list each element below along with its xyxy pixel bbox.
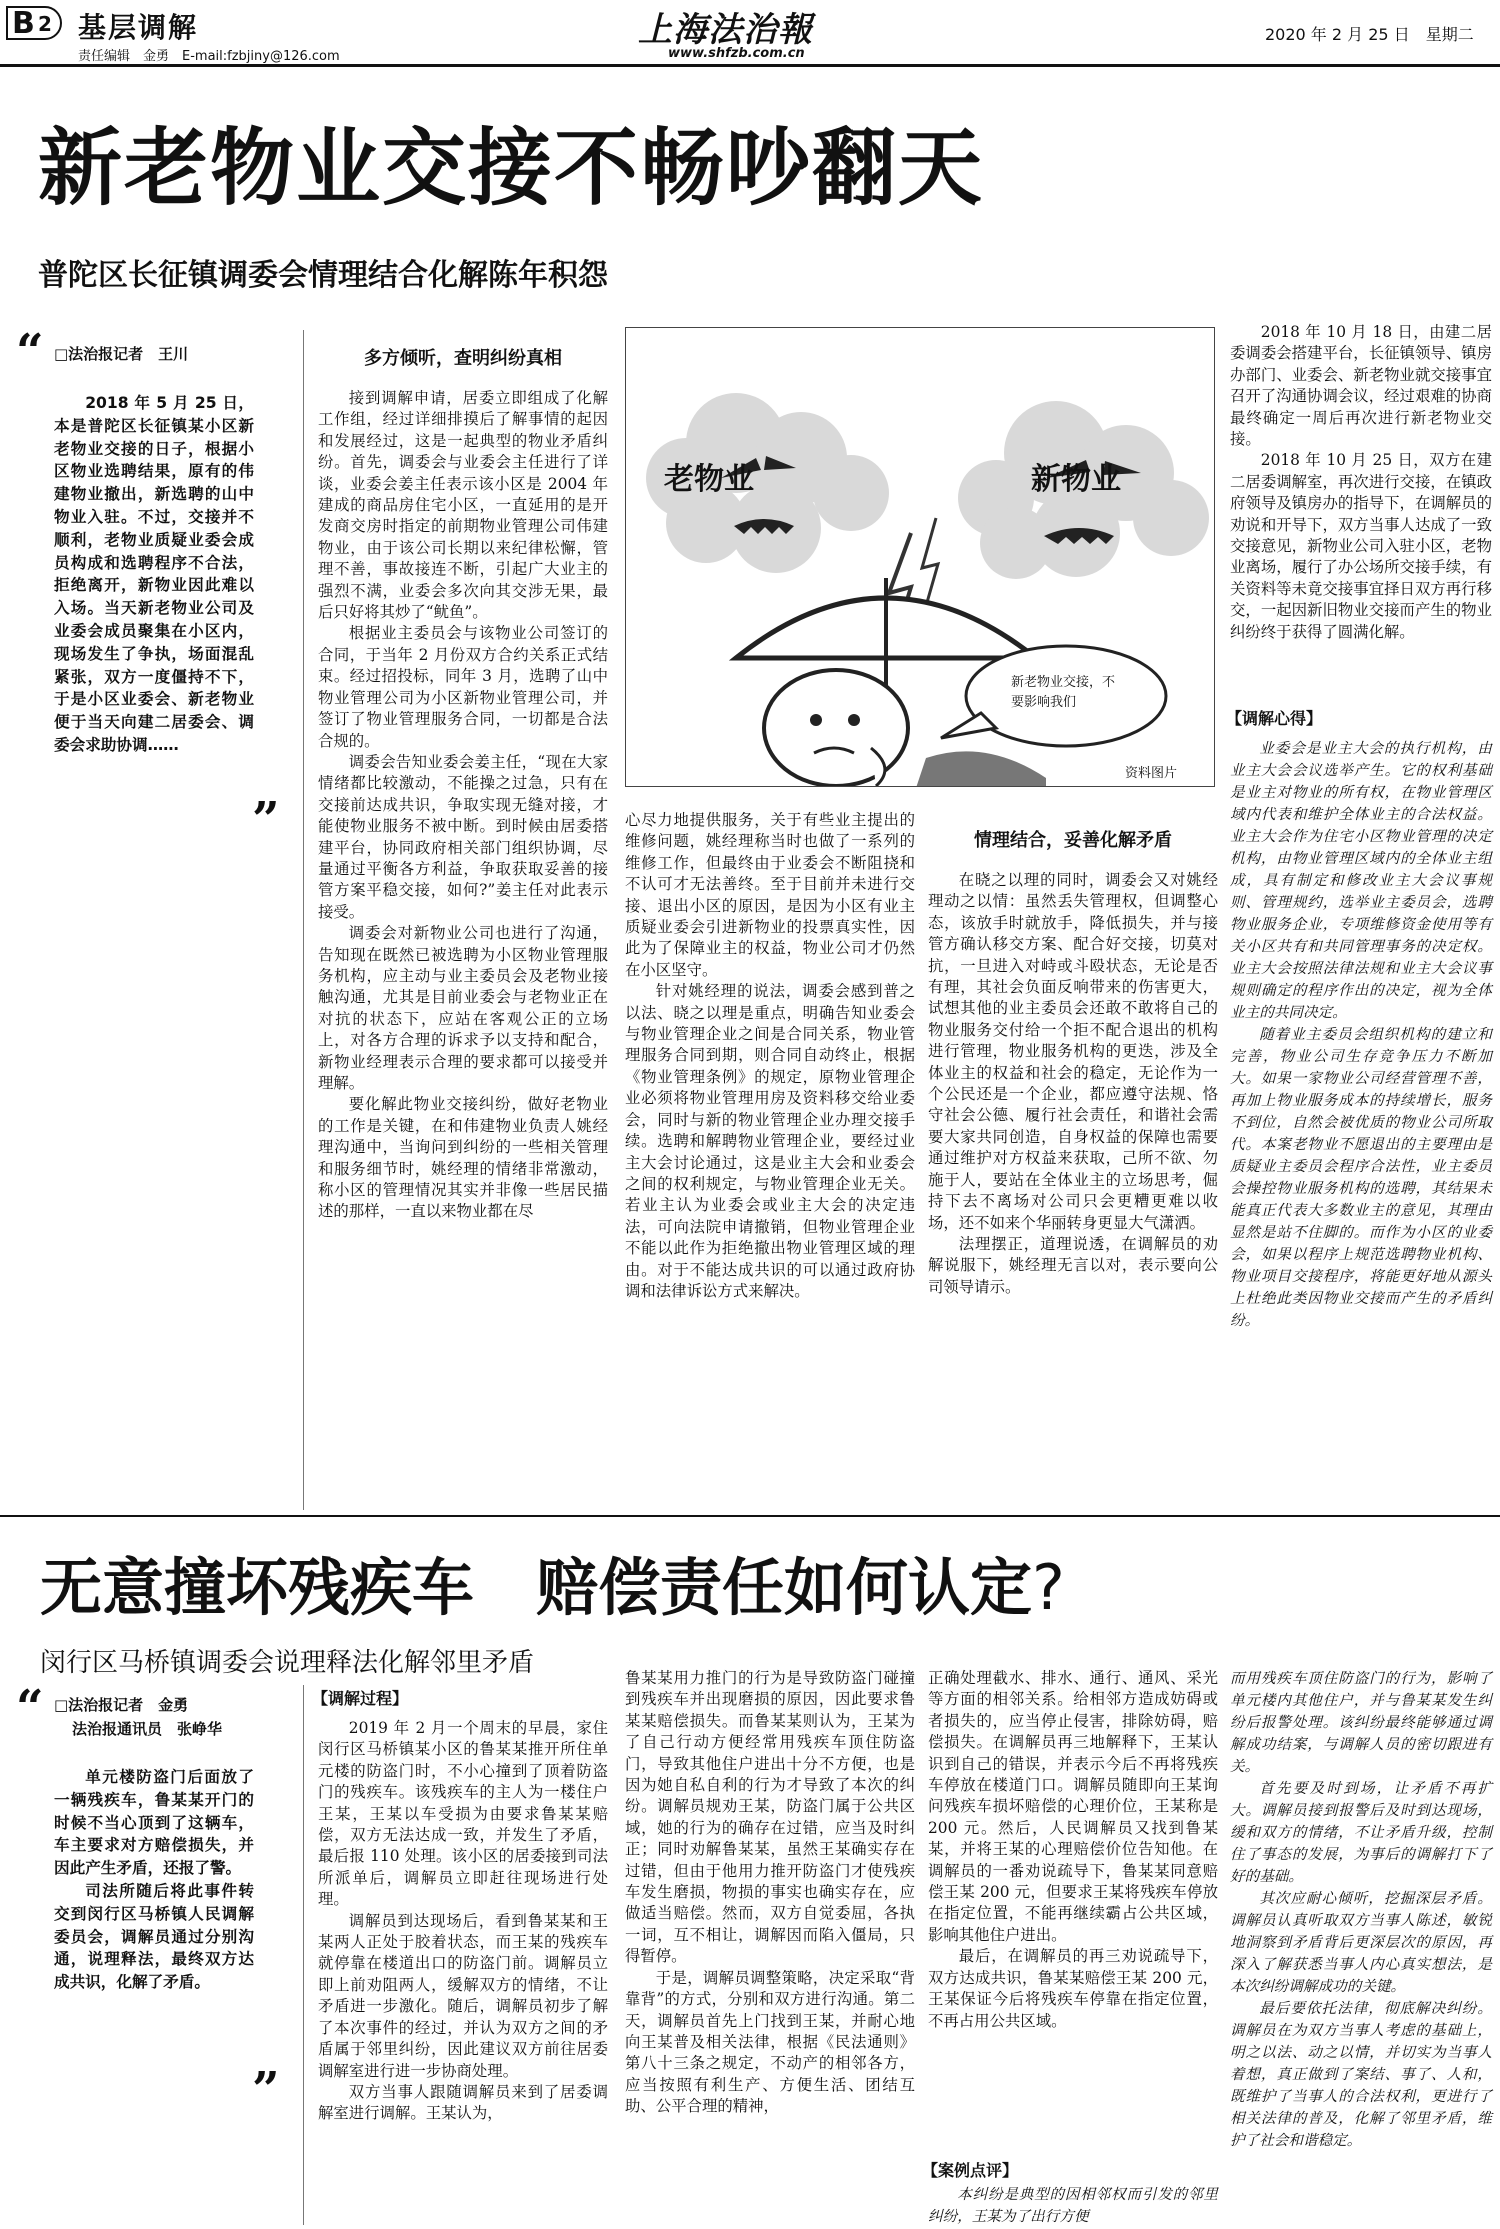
close-quote-mark: ” xyxy=(252,792,280,848)
section2-heading: 情理结合，妥善化解矛盾 xyxy=(974,830,1172,851)
article2-col2 xyxy=(318,1718,608,2125)
paragraph: 随着业主委员会组织机构的建立和完善，物业公司生存竞争压力不断加大。如果一家物业公司经营管理不善，再加上物业服务成本的持续增长，服务不到位，自然会被优质的物业公司所取代。本案老物业不愿退出的主要理由是质疑业主委员会程序合法性，业主委员会操控物业服务机构的选聘，其结果未能真正代表大多数业主的意见，其理由显然是站不住脚的。而作为小区的业委会，如果以程序上规范选聘物业机构、物业项目交接程序，将能更好地从源头上杜绝此类因物业交接而产生的矛盾纠纷。 xyxy=(1230,1026,1492,1329)
paragraph: 调委会告知业委会姜主任，“现在大家情绪都比较激动，不能操之过急，只有在交接前达成共识，争取实现无缝对接，才能使物业服务不被中断。到时候由居委搭建平台，协同政府相关部门组织协调，尽量通过平衡各方利益，争取获取妥善的接管方案平稳交接，如何?”姜主任对此表示接受。 xyxy=(318,752,608,921)
page-badge-letter: B xyxy=(12,6,35,41)
paragraph: 双方当事人跟随调解员来到了居委调解室进行调解。王某认为， xyxy=(318,2082,608,2123)
website: www.shfzb.com.cn xyxy=(668,46,805,61)
article2-title xyxy=(40,1548,1065,1628)
newspaper-logo: 上海法治報 xyxy=(638,10,813,50)
paragraph: 要化解此物业交接纠纷，做好老物业的工作是关键，在和伟建物业负责人姚经理沟通中，当询问到纠纷的一些相关管理和服务细节时，姚经理的情绪非常激动，称小区的管理情况其实并非像一些居民描述的那样，一直以来物业都在尽 xyxy=(318,1095,608,1221)
article1-title: 新老物业交接不畅吵翻天 xyxy=(38,119,985,217)
column-divider xyxy=(303,330,304,1510)
paragraph: 最后，在调解员的再三劝说疏导下，双方达成共识，鲁某某赔偿王某 200 元，王某保证今后将残疾车停靠在指定位置，不再占用公共区域。 xyxy=(928,1947,1218,2030)
masthead-rule xyxy=(0,64,1500,67)
article2-lead xyxy=(54,1766,254,1994)
paragraph: 最后要依托法律，彻底解决纠纷。调解员在为双方当事人考虑的基础上，明之以法、动之以情，并切实为当事人着想，真正做到了案结、事了、人和，既维护了当事人的合法权利，更进行了相关法律的普及，化解了邻里矛盾，维护了社会和谐稳定。 xyxy=(1230,2000,1492,2149)
close-quote-mark: ” xyxy=(252,2062,280,2118)
page-number: 2 xyxy=(38,12,52,36)
cartoon-drawing xyxy=(626,328,1215,787)
article2-subtitle: 闵行区马桥镇调委会说理释法化解邻里矛盾 xyxy=(40,1648,535,1678)
article2-col3 xyxy=(625,1668,915,2118)
article1-byline: □法治报记者 王川 xyxy=(54,345,189,363)
article1-col4 xyxy=(928,870,1218,1298)
article2-lead-text: 司法所随后将此事件转交到闵行区马桥镇人民调解委员会，调解员通过分别沟通，说理释法，最终双方达成共识，化解了矛盾。 xyxy=(54,1881,254,1992)
editor-line: 责任编辑 金勇 E-mail:fzbjiny@126.com xyxy=(78,49,340,64)
paragraph: 正确处理截水、排水、通行、通风、采光等方面的相邻关系。给相邻方造成妨碍或者损失的，应当停止侵害，排除妨碍，赔偿损失。在调解员再三地解释下，王某认识到自己的错误，并表示今后不再将残疾车停放在楼道门口。调解员随即向王某询问残疾车损坏赔偿的心理价位，王某称是 200 元。然后，人民调解员又找到鲁某某，并将王某的心理赔偿价位告知他。在调解员的一番劝说疏导下，鲁某某同意赔偿王某 200 元，但要求王某将残疾车停放在指定位置，不能再继续霸占公共区域，影响其他住户进出。 xyxy=(928,1669,1218,1944)
image-caption: 资料图片 xyxy=(1125,766,1178,781)
paragraph: 2018 年 10 月 18 日，由建二居委调委会搭建平台，长征镇领导、镇房办部门、业委会、新老物业就交接事宜召开了沟通协调会议，经过艰难的协商最终确定一周后再次进行新老物业交接。 xyxy=(1230,323,1492,449)
process-heading: 【调解过程】 xyxy=(312,1689,409,1708)
article1-comment xyxy=(1230,738,1492,1332)
paragraph: 业委会是业主大会的执行机构，由业主大会会议选举产生。它的权利基础是业主对物业的所有权，在物业管理区域内代表和维护全体业主的合法权益。业主大会作为住宅小区物业管理的决定机构，由物业管理区域内的全体业主组成，具有制定和修改业主大会议事规则、管理规约，选举业主委员会，选聘物业服务企业，专项维修资金使用等有关小区共有和共同管理事务的决定权。业主大会按照法律法规和业主大会议事规则确定的程序作出的决定，视为全体业主的共同决定。 xyxy=(1230,740,1492,1021)
paragraph: 法理摆正，道理说透，在调解员的劝解说服下，姚经理无言以对，表示要向公司领导请示。 xyxy=(928,1234,1218,1296)
paragraph: 在晓之以理的同时，调委会又对姚经理动之以情：虽然丢失管理权，但调整心态，该放手时就放手，降低损失，并与接管方确认移交方案、配合好交接，切莫对抗，一旦进入对峙或斗殴状态，无论是否有理，其社会负面反响带来的伤害更大，试想其他的业主委员会还敢不敢将自己的物业服务交付给一个拒不配合退出的机构进行管理，物业服务机构的更迭，涉及全体业主的权益和社会的稳定，无论作为一个公民还是一个企业，都应遵守法规、恪守社会公德、履行社会责任，和谐社会需要大家共同创造，自身权益的保障也需要通过维护对方权益来获取，己所不欲、勿施于人，要站在全体业主的立场思考，倔持下去不离场对公司只会更糟更难以收场，还不如来个华丽转身更显大气潇洒。 xyxy=(928,871,1218,1232)
article2-byline-2: 法治报通讯员 张峥华 xyxy=(72,1720,223,1738)
article2-col4 xyxy=(928,1668,1218,2032)
article2-byline-1: □法治报记者 金勇 xyxy=(54,1696,189,1714)
issue-date: 2020 年 2 月 25 日 星期二 xyxy=(1265,25,1474,44)
paragraph: 调解员到达现场后，看到鲁某某和王某两人正处于胶着状态，而王某的残疾车就停靠在楼道出口的防盗门前。调解员立即上前劝阻两人，缓解双方的情绪，不让矛盾进一步激化。随后，调解员初步了解了本次事件的经过，并认为双方之间的矛盾属于邻里纠纷，因此建议双方前往居委调解室进行进一步协商处理。 xyxy=(318,1911,608,2080)
paragraph: 根据业主委员会与该物业公司签订的合同，于当年 2 月份双方合约关系正式结束。经过招投标，同年 3 月，选聘了山中物业管理公司为小区新物业管理公司，并签订了物业管理服务合同，一切都是合法合规的。 xyxy=(318,624,608,750)
paragraph: 其次应耐心倾听，挖掘深层矛盾。调解员认真听取双方当事人陈述，敏锐地洞察到矛盾背后更深层次的原因，再深入了解获悉当事人内心真实想法，是本次纠纷调解成功的关键。 xyxy=(1230,1890,1492,1995)
paragraph: 本纠纷是典型的因相邻权而引发的邻里纠纷，王某为了出行方便 xyxy=(928,2186,1218,2225)
column-divider xyxy=(303,1685,304,2225)
article1-lead xyxy=(54,392,254,757)
page-badge xyxy=(6,6,62,40)
open-quote-mark: “ xyxy=(16,324,44,380)
article1-subtitle: 普陀区长征镇调委会情理结合化解陈年积怨 xyxy=(38,258,608,293)
article1-col3 xyxy=(625,810,915,1302)
section-name: 基层调解 xyxy=(78,11,199,44)
cartoon-speech-bubble: 新老物业交接，不要影响我们 xyxy=(1011,675,1116,710)
paragraph: 于是，调解员调整策略，决定采取“背靠背”的方式，分别和双方进行沟通。第二天，调解员首先上门找到王某，并耐心地向王某普及相关法律，根据《民法通则》第八十三条之规定，不动产的相邻各方，应当按照有利生产、方便生活、团结互助、公平合理的精神， xyxy=(625,1968,915,2116)
cartoon-label-old: 老物业 xyxy=(664,462,754,497)
article2-title-mark: ? xyxy=(1032,1551,1065,1624)
paragraph: 心尽力地提供服务，关于有些业主提出的维修问题，姚经理称当时也做了一系列的维修工作，但最终由于业委会不断阻挠和不认可才无法善终。至于目前并未进行交接、退出小区的原因，是因为小区有业主质疑业委会引进新物业的投票真实性，因此为了保障业主的权益，物业公司才仍然在小区坚守。 xyxy=(625,811,915,979)
article-separator xyxy=(0,1515,1500,1517)
article1-lead-text: 2018 年 5 月 25 日，本是普陀区长征镇某小区新老物业交接的日子，根据小区物业选聘结果，原有的伟建物业撤出，新选聘的山中物业入驻。不过，交接并不顺利，老物业质疑业委会成员构成和选聘程序不合法，拒绝离开，新物业因此难以入场。当天新老物业公司及业委会成员聚集在小区内，现场发生了争执，场面混乱紧张，双方一度僵持不下，于是小区业委会、新老物业便于当天向建二居委会、调委会求助协调…… xyxy=(54,394,254,754)
article2-lead-text: 单元楼防盗门后面放了一辆残疾车，鲁某某开门的时候不当心顶到了这辆车，车主要求对方赔偿损失，并因此产生矛盾，还报了警。 xyxy=(54,1768,254,1878)
paragraph: 2018 年 10 月 25 日，双方在建二居委调解室，再次进行交接，在镇政府领导及镇房办的指导下，在调解员的劝说和开导下，双方当事人达成了一致交接意见，新物业公司入驻小区，老物业离场，履行了办公场所交接手续，有关资料等未竟交接事宜择日双方再行移交，一起因新旧物业交接而产生的物业纠纷终于获得了圆满化解。 xyxy=(1230,451,1492,641)
paragraph: 而用残疾车顶住防盗门的行为，影响了单元楼内其他住户，并与鲁某某发生纠纷后报警处理。该纠纷最终能够通过调解成功结案，与调解人员的密切跟进有关。 xyxy=(1230,1670,1492,1775)
case-comment-heading: 【案例点评】 xyxy=(922,2161,1019,2180)
article1-col2 xyxy=(318,388,608,1223)
open-quote-mark: “ xyxy=(16,1680,44,1736)
cartoon-label-new: 新物业 xyxy=(1031,462,1121,497)
paragraph: 鲁某某用力推门的行为是导致防盗门碰撞到残疾车并出现磨损的原因，因此要求鲁某某赔偿损失。而鲁某某则认为，王某为了自己行动方便经常用残疾车顶住防盗门，导致其他住户进出十分不方便，也是因为她自私自利的行为才导致了本次的纠纷。调解员规劝王某，防盗门属于公共区域，她的行为的确存在过错，应当及时纠正；同时劝解鲁某某，虽然王某确实存在过错，但由于他用力推开防盗门才使残疾车发生磨损，物损的事实也确实存在，应做适当赔偿。然而，双方自觉委屈，各执一词，互不相让，调解因而陷入僵局，只得暂停。 xyxy=(625,1669,915,1966)
paragraph: 针对姚经理的说法，调委会感到普之以法、晓之以理是重点，明确告知业委会与物业管理企业之间是合同关系，物业管理服务合同到期，则合同自动终止，根据《物业管理条例》的规定，原物业管理企业必须将物业管理用房及资料移交给业委会，同时与新的物业管理企业办理交接手续。选聘和解聘物业管理企业，要经过业主大会讨论通过，这是业主大会和业委会之间的权利规定，与物业管理企业无关。若业主认为业委会或业主大会的决定违法，可向法院申请撤销，但物业管理企业不能以此作为拒绝撤出物业管理区域的理由。对于不能达成共识的可以通过政府协调和法律诉讼方式来解决。 xyxy=(625,982,915,1300)
comment-heading: 【调解心得】 xyxy=(1226,709,1323,728)
paragraph: 接到调解申请，居委立即组成了化解工作组，经过详细排摸后了解事情的起因和发展经过，这是一起典型的物业矛盾纠纷。首先，调委会与业委会主任进行了详谈，业委会姜主任表示该小区是 2004 年建成的商品房住宅小区，一直延用的是开发商交房时指定的前期物业管理公司伟建物业，由于该公司长期以来纪律松懈，管理不善，事故接连不断，引起广大业主的强烈不满，业委会多次向其交涉无果，最后只好将其炒了“鱿鱼”。 xyxy=(318,389,608,622)
article2-col5 xyxy=(1230,1668,1492,2152)
section1-heading: 多方倾听，查明纠纷真相 xyxy=(364,348,562,369)
article1-col5 xyxy=(1230,322,1492,643)
paragraph: 2019 年 2 月一个周末的早晨，家住闵行区马桥镇某小区的鲁某某推开所住单元楼的防盗门时，不小心撞到了顶着防盗门的残疾车。该残疾车的主人为一楼住户王某，王某以车受损为由要求鲁某某赔偿，双方无法达成一致，并发生了矛盾，最后报 110 处理。该小区的居委接到司法所派单后，调解员立即赶往现场进行处理。 xyxy=(318,1719,608,1909)
cartoon-illustration xyxy=(625,327,1215,787)
article2-title-text: 无意撞坏残疾车 赔偿责任如何认定 xyxy=(40,1551,1033,1624)
paragraph: 首先要及时到场，让矛盾不再扩大。调解员接到报警后及时到达现场，缓和双方的情绪，不让矛盾升级，控制住了事态的发展，为事后的调解打下了好的基础。 xyxy=(1230,1780,1492,1885)
article2-col4-tail xyxy=(928,2184,1218,2228)
paragraph: 调委会对新物业公司也进行了沟通，告知现在既然已被选聘为小区物业管理服务机构，应主动与业主委员会及老物业接触沟通，尤其是目前业委会与老物业正在对抗的状态下，应站在客观公正的立场上，对各方合理的诉求予以支持和配合，新物业经理表示合理的要求都可以接受并理解。 xyxy=(318,924,608,1092)
